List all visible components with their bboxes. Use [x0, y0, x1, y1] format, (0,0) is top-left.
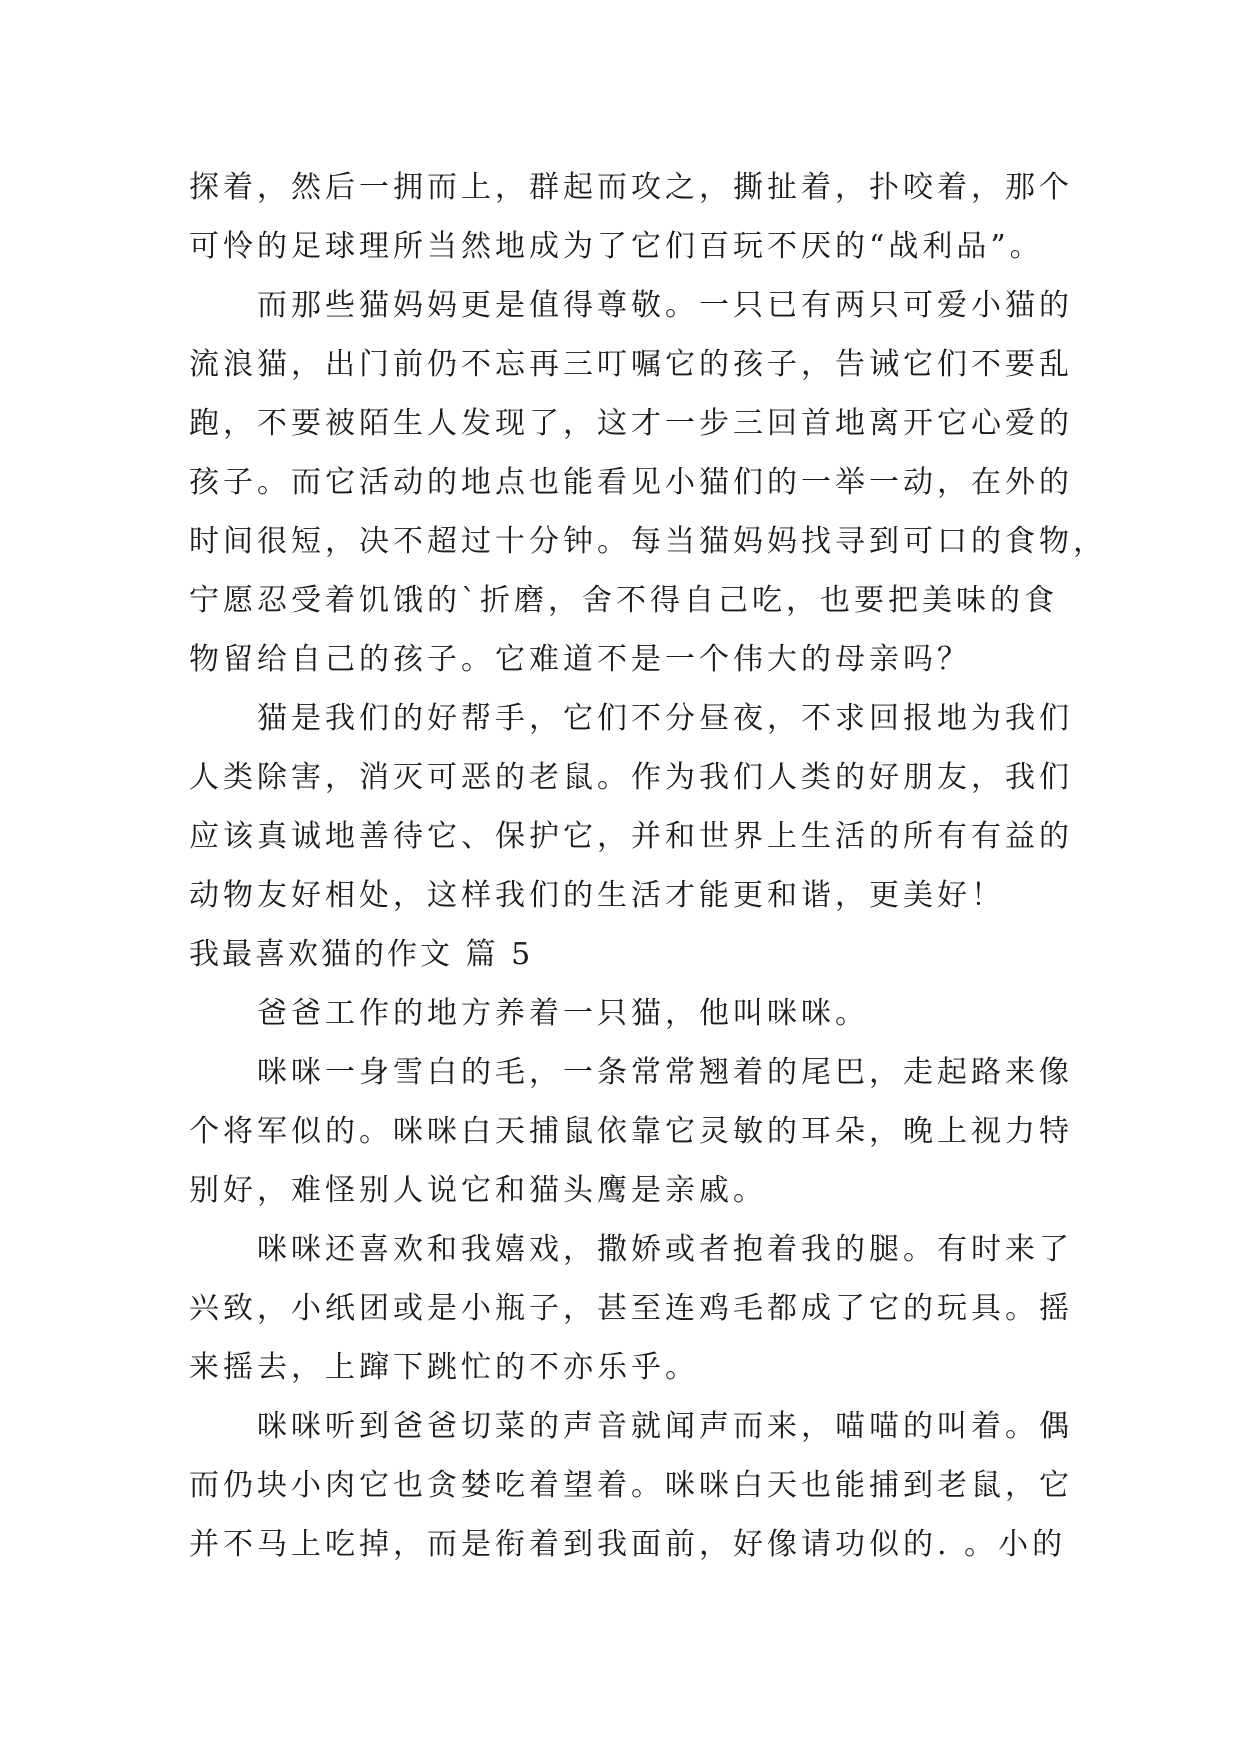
text-line: 流浪猫，出门前仍不忘再三叮嘱它的孩子，告诫它们不要乱 [189, 347, 1073, 382]
paragraph [189, 689, 1073, 925]
text-line: 应该真诚地善待它、保护它，并和世界上生活的所有有益的 [189, 819, 1073, 854]
text-line: 咪咪听到爸爸切菜的声音就闻声而来，喵喵的叫着。偶 [257, 1409, 1073, 1444]
text-line: 兴致，小纸团或是小瓶子，甚至连鸡毛都成了它的玩具。摇 [189, 1291, 1073, 1326]
text-line: 爸爸工作的地方养着一只猫，他叫咪咪。 [257, 996, 869, 1031]
text-line: 宁愿忍受着饥饿的`折磨，舍不得自己吃，也要把美味的食 [189, 583, 1058, 618]
text-line: 时间很短，决不超过十分钟。每当猫妈妈找寻到可口的食物， [189, 524, 1107, 559]
text-line: 并不马上吃掉，而是衔着到我面前，好像请功似的. 。小的 [189, 1527, 1067, 1562]
paragraph [189, 1220, 1073, 1397]
document-body [189, 158, 1107, 1574]
text-line: 动物友好相处，这样我们的生活才能更和谐，更美好！ [189, 878, 1005, 913]
text-line: 来摇去，上蹿下跳忙的不亦乐乎。 [189, 1350, 699, 1385]
section-heading: 我最喜欢猫的作文 篇 5 [189, 937, 534, 972]
paragraph [189, 1397, 1073, 1574]
paragraph [189, 984, 1059, 1043]
text-line: 探着，然后一拥而上，群起而攻之，撕扯着，扑咬着，那个 [189, 170, 1073, 205]
text-line: 孩子。而它活动的地点也能看见小猫们的一举一动，在外的 [189, 465, 1073, 500]
text-line: 咪咪还喜欢和我嬉戏，撒娇或者抱着我的腿。有时来了 [257, 1232, 1073, 1267]
text-line: 物留给自己的孩子。它难道不是一个伟大的母亲吗？ [189, 642, 971, 677]
text-line: 可怜的足球理所当然地成为了它们百玩不厌的“战利品”。 [189, 229, 1044, 264]
paragraph [189, 276, 1107, 689]
text-line: 人类除害，消灭可恶的老鼠。作为我们人类的好朋友，我们 [189, 760, 1073, 795]
text-line: 咪咪一身雪白的毛，一条常常翘着的尾巴，走起路来像 [257, 1055, 1073, 1090]
text-line: 猫是我们的好帮手，它们不分昼夜，不求回报地为我们 [257, 701, 1073, 736]
paragraph [189, 158, 1073, 276]
text-line: 个将军似的。咪咪白天捕鼠依靠它灵敏的耳朵，晚上视力特 [189, 1114, 1073, 1149]
text-line: 而仍块小肉它也贪婪吃着望着。咪咪白天也能捕到老鼠，它 [189, 1468, 1073, 1503]
text-line: 而那些猫妈妈更是值得尊敬。一只已有两只可爱小猫的 [257, 288, 1073, 323]
text-line: 跑，不要被陌生人发现了，这才一步三回首地离开它心爱的 [189, 406, 1073, 441]
text-line: 别好，难怪别人说它和猫头鹰是亲戚。 [189, 1173, 767, 1208]
paragraph [189, 1043, 1073, 1220]
